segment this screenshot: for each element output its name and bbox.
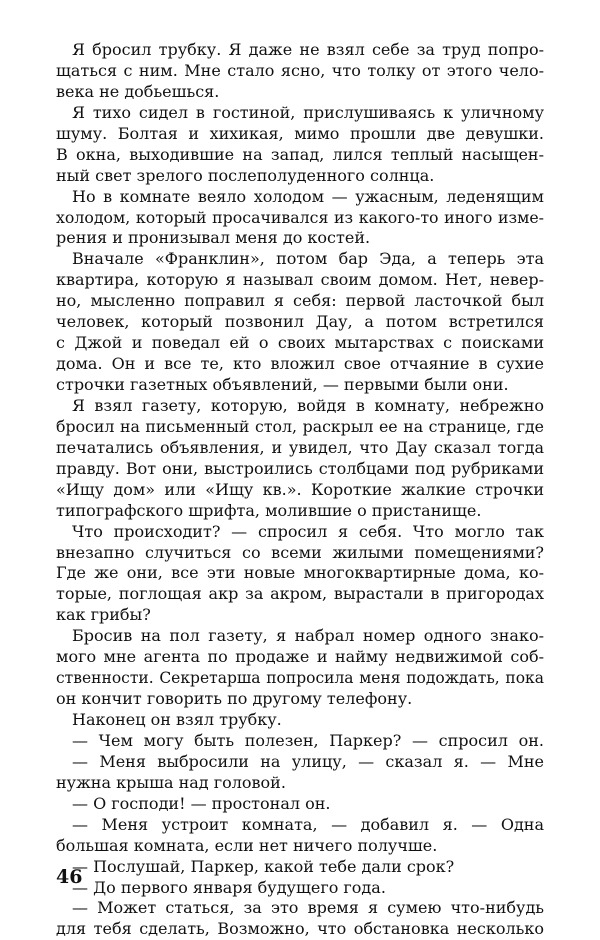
text-line: печатались объявления, и увидел, что Дау сказал тогда	[56, 437, 544, 457]
text-line: В окна, выходившие на запад, лился теплый насыщен-	[56, 144, 544, 164]
page-text-body	[56, 40, 544, 940]
text-line: правду. Вот они, выстроились столбцами под рубриками	[56, 458, 544, 478]
text-line: холодом, который просачивался из какого-то иного изме-	[56, 207, 544, 227]
text-line: ный свет зрелого послеполуденного солнца.	[56, 165, 435, 185]
text-line: как грибы?	[56, 605, 151, 625]
text-line: щаться с ним. Мне стало ясно, что толку от этого чело-	[56, 60, 544, 80]
text-line: — Может статься, за это время я сумею что-нибудь	[72, 898, 544, 918]
text-line: внезапно случиться со всеми жилыми помещениями?	[56, 542, 544, 562]
text-line: торые, поглощая акр за акром, вырастали в пригородах	[56, 584, 544, 604]
text-line: Где же они, все эти новые многоквартирные дома, ко-	[56, 563, 544, 583]
text-line: — Меня устроит комната, — добавил я. — Одна	[72, 814, 544, 834]
text-line: квартира, которую я называл своим домом. Нет, невер-	[56, 270, 544, 290]
text-line: для тебя сделать, Возможно, что обстановка несколько	[56, 919, 544, 939]
page-number: 46	[56, 866, 83, 888]
text-line: — О господи! — простонал он.	[72, 793, 331, 813]
text-line: — Чем могу быть полезен, Паркер? — спросил он.	[72, 730, 544, 750]
text-line: шуму. Болтая и хихикая, мимо прошли две девушки.	[56, 123, 544, 143]
text-line: Наконец он взял трубку.	[72, 710, 282, 729]
text-line: строчки газетных объявлений, — первыми были они.	[56, 375, 509, 394]
text-line: нужна крыша над головой.	[56, 772, 286, 792]
text-line: человек, который позвонил Дау, а потом встретился	[56, 312, 544, 332]
text-line: Вначале «Франклин», потом бар Эда, а теперь эта	[72, 249, 544, 269]
text-line: с Джой и поведал ей о своих мытарствах с поисками	[56, 333, 544, 353]
text-line: Я бросил трубку. Я даже не взял себе за труд попро-	[72, 40, 544, 59]
text-line: Я тихо сидел в гостиной, прислушиваясь к уличному	[72, 102, 544, 122]
text-line: — До первого января будущего года.	[72, 877, 386, 897]
text-line: типографского шрифта, молившие о пристанище.	[56, 500, 482, 520]
text-line: большая комната, если нет ничего получше.	[56, 835, 438, 855]
text-line: но, мысленно поправил я себя: первой ласточкой был	[56, 291, 544, 311]
text-line: Бросив на пол газету, я набрал номер одного знако-	[72, 626, 544, 646]
text-line: Я взял газету, которую, войдя в комнату, небрежно	[72, 395, 544, 415]
text-line: Но в комнате веяло холодом — ужасным, леденящим	[72, 186, 544, 206]
text-line: — Меня выбросили на улицу, — сказал я. — Мне	[72, 751, 544, 771]
text-line: «Ищу дом» или «Ищу кв.». Короткие жалкие строчки	[56, 479, 544, 499]
text-line: он кончит говорить по другому телефону.	[56, 689, 413, 709]
text-line: бросил на письменный стол, раскрыл ее на странице, где	[56, 416, 544, 436]
text-line: дома. Он и все те, кто вложил свое отчаяние в сухие	[56, 354, 544, 374]
text-line: века не добьешься.	[56, 81, 220, 101]
text-line: Что происходит? — спросил я себя. Что могло так	[72, 521, 544, 541]
text-line: рения и пронизывал меня до костей.	[56, 228, 371, 248]
text-line: — Послушай, Паркер, какой тебе дали срок?	[72, 856, 455, 876]
text-line: мого мне агента по продаже и найму недвижимой соб-	[56, 647, 544, 667]
text-line: ственности. Секретарша попросила меня подождать, пока	[56, 669, 544, 688]
